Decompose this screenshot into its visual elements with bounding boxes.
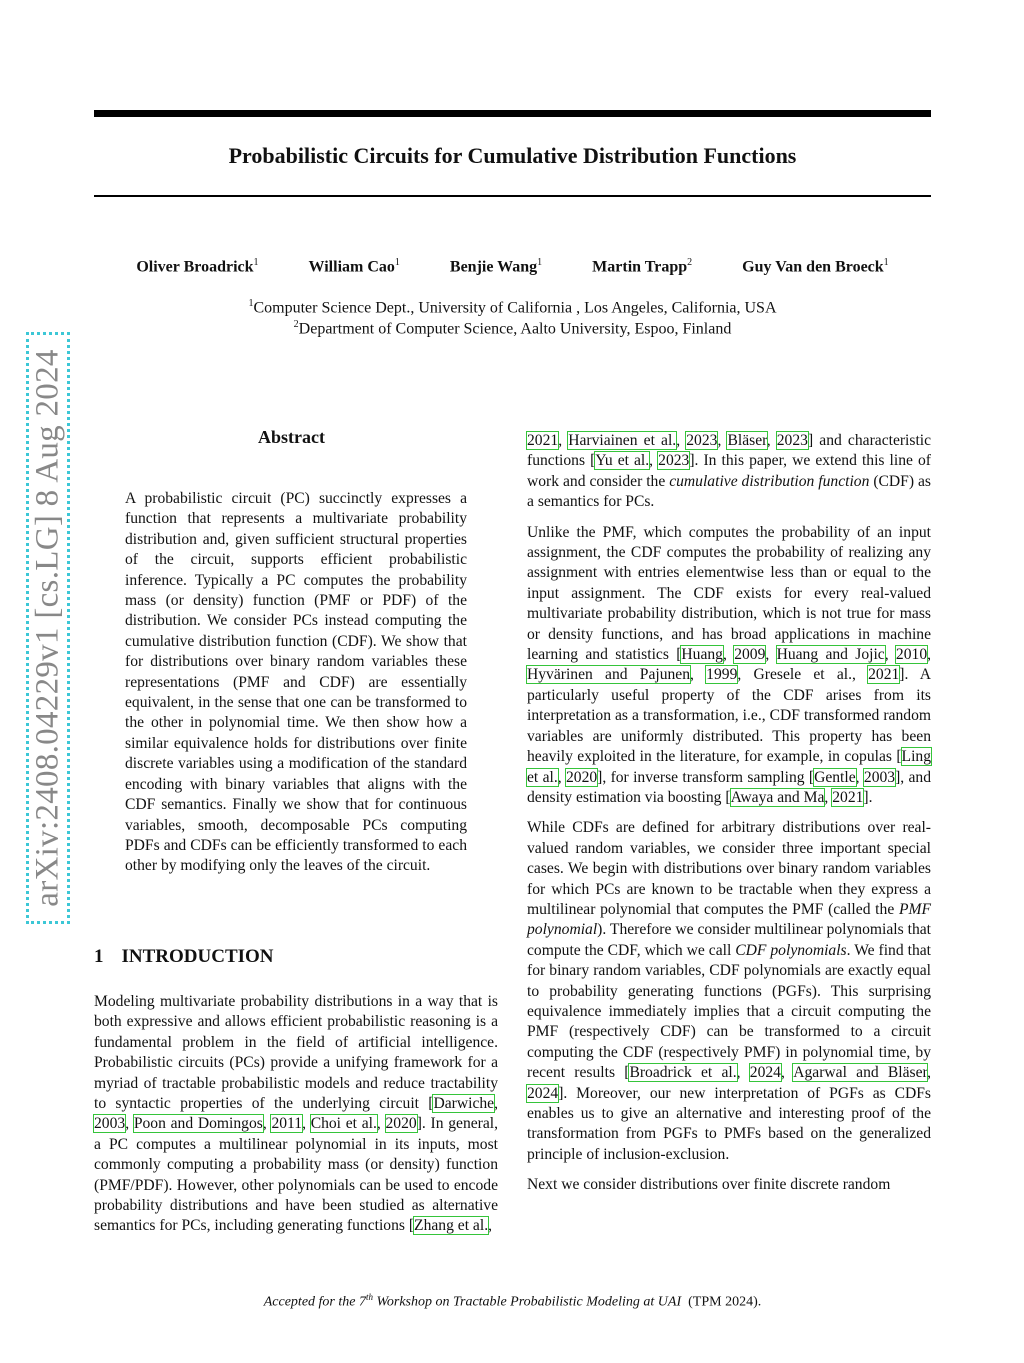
citation-link[interactable]: 2023 [686,432,718,449]
section-heading-introduction: 1 INTRODUCTION [94,946,274,967]
citation-link[interactable]: Gentle [814,768,856,786]
top-rule-thick [94,110,931,117]
citation-link[interactable]: Broadrick et al. [629,1064,737,1082]
citation-link[interactable]: 2023 [658,452,690,470]
citation-link[interactable]: Awaya and Ma [730,788,825,806]
citation-link[interactable]: Harviainen et al. [568,432,677,449]
citation-link[interactable]: Zhang et al. [414,1217,489,1235]
citation-link[interactable]: Agarwal and Bläser [793,1064,928,1082]
citation-link[interactable]: Ling et al. [527,748,931,786]
citation-link[interactable]: 2003 [94,1115,126,1133]
citation-link[interactable]: 2024 [527,1084,559,1102]
paragraph: Unlike the PMF, which computes the probability of an input assignment, the CDF computes the probability of realizing any assignment with entries elementwise less than or equal to the input assignment. The CDF exists for every real-valued multivariate probability distribution, which is not true for mass or density functions, and has broad applications in machine learning and statistics [Huang, 2009, Huang and Jojic, 2010, Hyvärinen and Pajunen, 1999, Gresele et al., 2021]. A particularly useful property of the CDF arises from its interpretation as a transformation, i.e., CDF transformed random variables are uniformly distributed. This property has been heavily exploited in the literature, for example, in copulas [Ling et al., 2020], for inverse transform sampling [Gentle, 2003], and density estimation via boosting [Awaya and Ma, 2021]. [527,523,932,806]
author-list [94,257,931,276]
citation-link[interactable]: Poon and Domingos [133,1115,263,1133]
citation-link[interactable]: 2021 [527,432,559,449]
citation-link[interactable]: 1999 [706,666,738,684]
citation-link[interactable]: 2020 [385,1115,417,1133]
citation-link[interactable]: Huang and Jojic [776,646,885,664]
citation-link[interactable]: 2023 [776,432,808,449]
author: Martin Trapp$^2$ [592,257,693,276]
citation-link[interactable]: Darwiche [433,1095,495,1113]
footer-venue-note: Accepted for the 7th Workshop on Tractable Probabilistic Modeling at UAI (TPM 2024). [263,1292,762,1310]
citation-link[interactable]: 2011 [271,1115,303,1133]
paper-title: Probabilistic Circuits for Cumulative Distribution Functions [228,143,797,168]
citation-link[interactable]: 2010 [895,646,928,664]
author: Guy Van den Broeck$^1$ [742,257,889,276]
citation-link[interactable]: Yu et al. [595,452,650,470]
citation-link[interactable]: 2003 [863,768,896,786]
author: Benjie Wang$^1$ [449,257,543,276]
affiliation-1: $^1$Computer Science Dept., University of California , Los Angeles, California, USA [248,298,777,317]
affiliation-2: $^2$Department of Computer Science, Aalto University, Espoo, Finland [293,319,732,338]
citation-link[interactable]: 2024 [749,1064,781,1082]
abstract-heading: Abstract [258,427,325,447]
paragraph: Next we consider distributions over finite discrete random [527,1176,891,1194]
arxiv-identifier-link[interactable]: arXiv:2408.04229v1 [cs.LG] 8 Aug 2024 [26,332,70,924]
citation-link[interactable]: 2021 [868,666,900,684]
paragraph: 2021, Harviainen et al., 2023, Bläser, 2023] and characteristic functions [Yu et al., 2023]. In this paper, we extend this line of work and consider the cumulative distribution function (CDF) as a semantics for PCs. [527,432,932,511]
citation-link[interactable]: Huang [681,646,723,664]
citation-link[interactable]: 2020 [565,768,598,786]
intro-paragraph: Modeling multivariate probability distributions in a way that is both expressive and allows efficient probabilistic reasoning is a fundamental problem in the field of artificial intelligence. Probabilistic circuits (PCs) provide a unifying framework for a myriad of tractable probabilistic models and reduce tractability to syntactic properties of the underlying circuit [Darwiche, 2003, Poon and Domingos, 2011, Choi et al., 2020]. In general, a PC computes a multilinear polynomial in its inputs, most commonly computing a probability mass (or density) function (PMF/PDF). However, other polynomials can be used to encode probability distributions and have been studied as alternative semantics for PCs, including generating functions [Zhang et al., [94,993,499,1235]
citation-link[interactable]: Hyvärinen and Pajunen [527,666,691,684]
author: William Cao$^1$ [308,257,400,276]
abstract-text: A probabilistic circuit (PC) succinctly expresses a function that represents a multivariate probability distribution and, given sufficient structural properties of the circuit, supports efficient probabilistic inference. Typically a PC computes the probability mass (or density) function (PMF or PDF) of the distribution. We consider PCs instead computing the cumulative distribution function (CDF). We show that for distributions over binary random variables these representations (PMF and CDF) are essentially equivalent, in the sense that one can be transformed to the other in polynomial time. We then show how a similar equivalence holds for distributions over finite discrete variables using a modification of the standard encoding with binary variables that aligns with the CDF semantics. Finally we show that for continuous variables, smooth, decomposable PCs computing PDFs and CDFs can be efficiently transformed to each other by modifying only the leaves of the circuit. [125,490,467,875]
citation-link[interactable]: 2009 [734,646,766,664]
author: Oliver Broadrick$^1$ [136,257,259,276]
top-rule-thin [94,195,931,197]
paragraph: While CDFs are defined for arbitrary distributions over real-valued random variables, we consider three important special cases. We begin with distributions over binary random variables for which PCs are known to be tractable when they express a multilinear polynomial that computes the PMF (called the PMF polynomial). Therefore we consider multilinear polynomials that compute the CDF, which we call CDF polynomials. We find that for binary random variables, CDF polynomials are exactly equal to probability generating functions (PGFs). This surprising equivalence immediately implies that a circuit computing the PMF (respectively CDF) can be transformed to a circuit computing the CDF (respectively PMF) in polynomial time, by recent results [Broadrick et al., 2024, Agarwal and Bläser, 2024]. Moreover, our new interpretation of PGFs as CDFs enables us to give an alternative and interesting proof of the transformation from PGFs to PMFs based on the generalized principle of inclusion-exclusion. [527,819,932,1163]
right-column [527,431,931,1206]
citation-link[interactable]: 2021 [832,788,864,806]
citation-link[interactable]: Bläser [727,432,767,449]
citation-link[interactable]: Choi et al. [310,1115,377,1133]
